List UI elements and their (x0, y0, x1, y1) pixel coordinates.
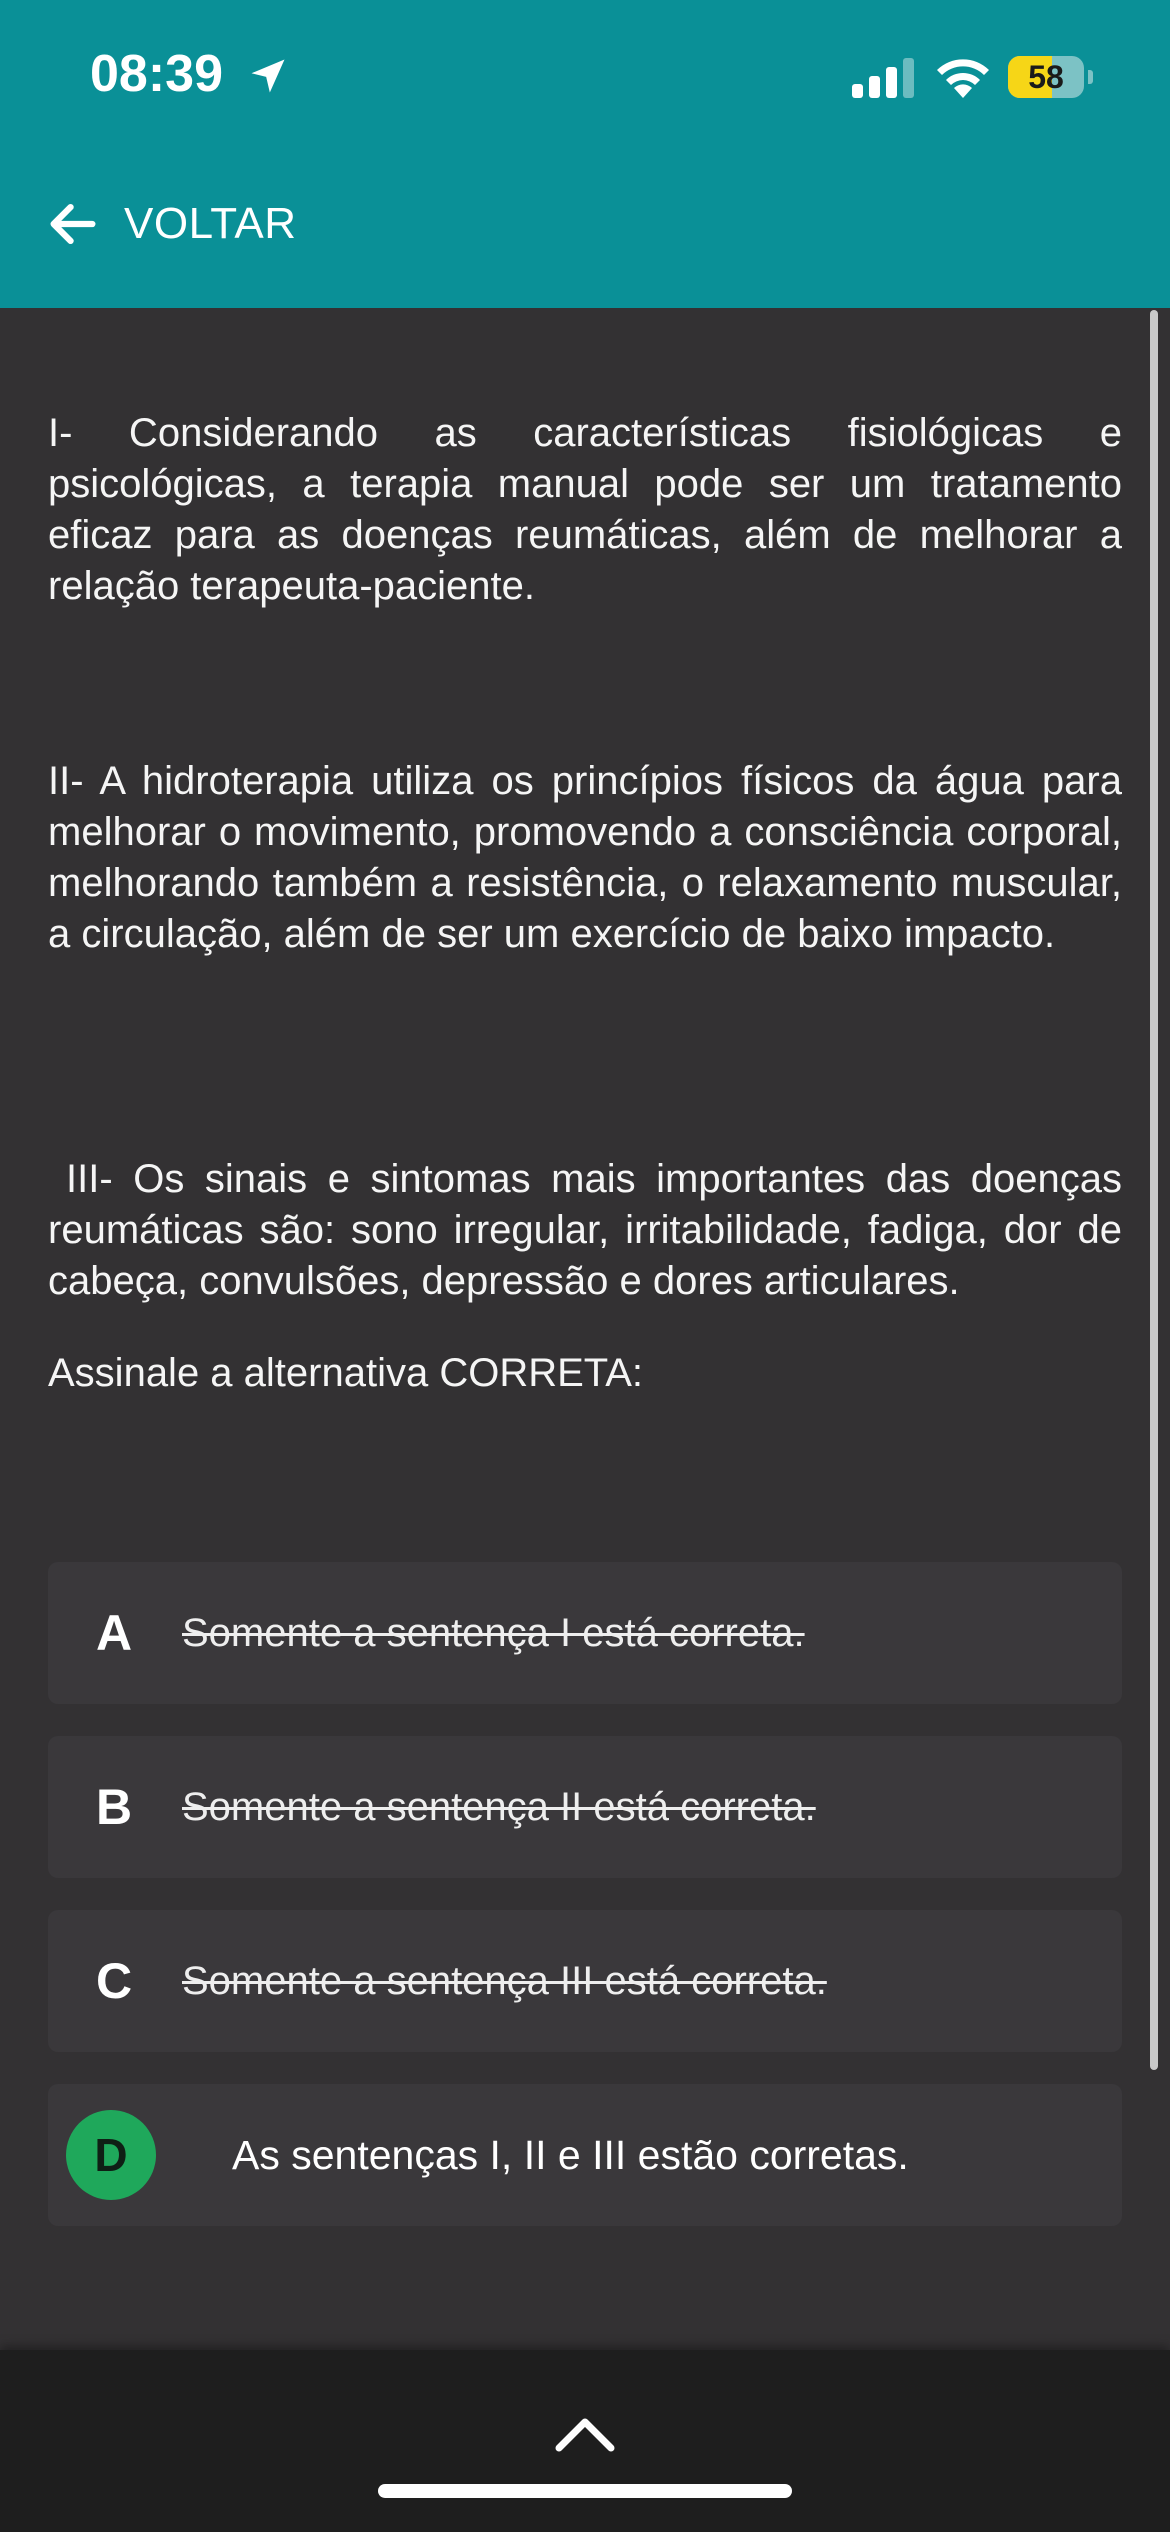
option-d-selected[interactable] (48, 2084, 1122, 2226)
statement-2: II- A hidroterapia utiliza os princípios físicos da água para melhorar o movimento, promovendo a consciência corporal, melhorando também a resistência, o relaxamento muscular, a circulação, além de ser um exercício de baixo impacto. (48, 759, 1122, 956)
statement-1: I- Considerando as características fisiológicas e psicológicas, a terapia manual pode ser um tratamento eficaz para as doenças reumáticas, além de melhorar a relação terapeuta-paciente. (48, 411, 1122, 608)
back-button[interactable] (44, 194, 297, 254)
option-letter: C (96, 1953, 133, 2009)
wifi-icon (934, 54, 992, 100)
battery-icon (1008, 56, 1084, 98)
home-indicator (378, 2484, 792, 2498)
option-letter: A (96, 1605, 133, 1661)
option-text: Somente a sentença III está correta. (182, 1958, 827, 2003)
battery-percent: 58 (1028, 59, 1064, 95)
arrow-left-icon (44, 195, 102, 253)
statement-3: III- Os sinais e sintomas mais importantes das doenças reumáticas são: sono irregular, irritabilidade, fadiga, dor de cabeça, convulsões, depressão e dores articulares. (48, 1157, 1122, 1303)
option-text: As sentenças I, II e III estão corretas. (232, 2131, 909, 2178)
chevron-up-icon[interactable] (553, 2414, 617, 2454)
selected-answer-badge: D (66, 2110, 156, 2200)
option-c[interactable] (48, 1910, 1122, 2052)
option-text: Somente a sentença II está correta. (182, 1784, 816, 1829)
scrollbar[interactable] (1150, 310, 1158, 2070)
question-prompt: Assinale a alternativa CORRETA: (48, 1351, 644, 1395)
cellular-signal-icon (852, 58, 914, 98)
back-label: VOLTAR (124, 199, 297, 248)
option-b[interactable] (48, 1736, 1122, 1878)
app-header (0, 0, 1170, 308)
option-a[interactable] (48, 1562, 1122, 1704)
option-text: Somente a sentença I está correta. (182, 1610, 805, 1655)
option-letter: B (96, 1779, 133, 1835)
location-arrow-icon (246, 54, 290, 98)
status-time: 08:39 (90, 45, 223, 103)
